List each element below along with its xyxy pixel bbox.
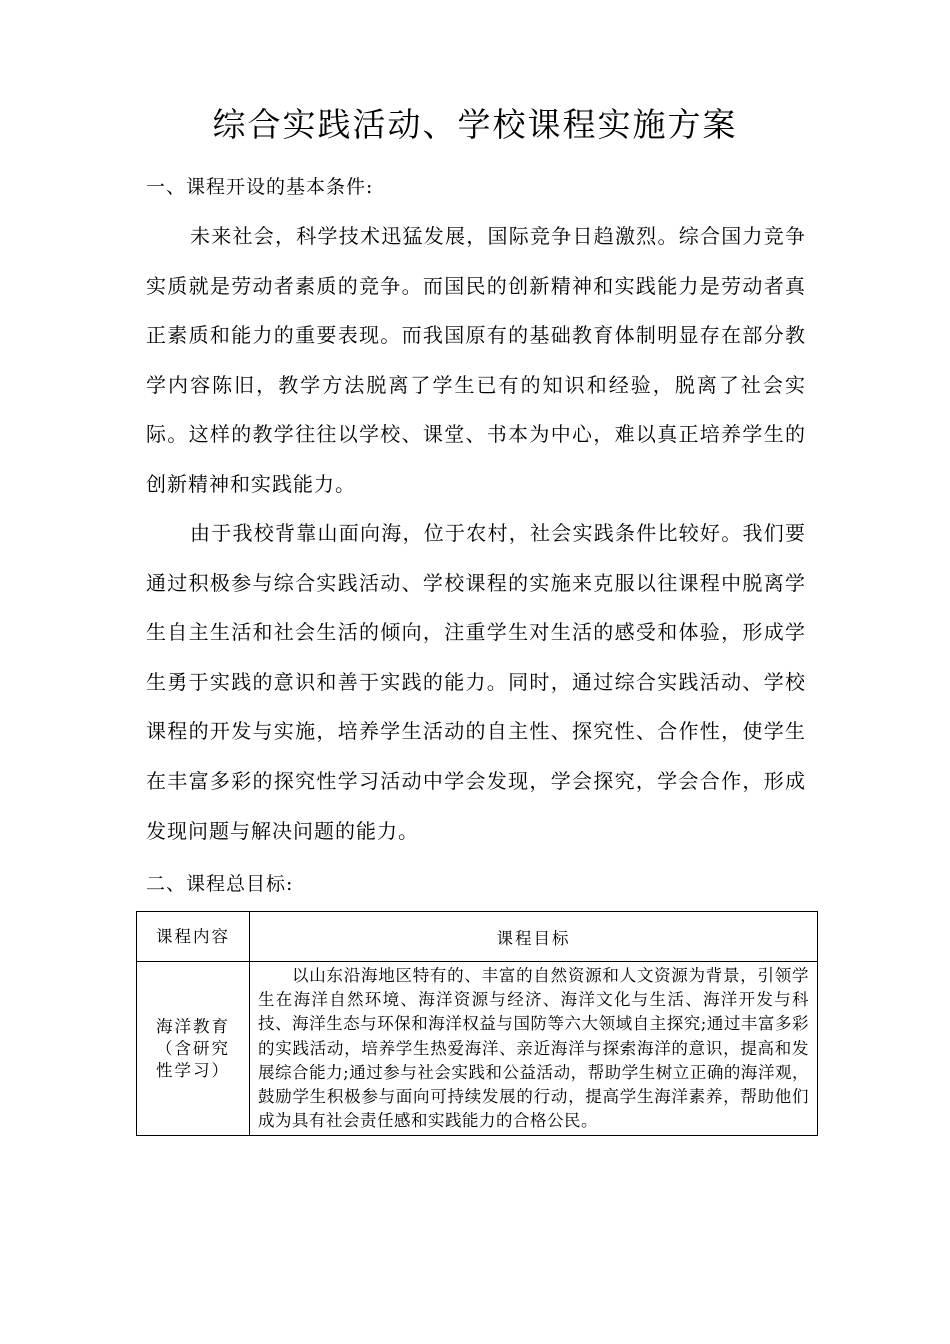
course-goal-table	[136, 911, 818, 1136]
table-row	[137, 962, 818, 1136]
table-header-content: 课程内容	[137, 912, 250, 962]
table-cell-goal: 以山东沿海地区特有的、丰富的自然资源和人文资源为背景，引领学生在海洋自然环境、海洋资源与经济、海洋文化与生活、海洋开发与科技、海洋生态与环保和海洋权益与国防等六大领域自主探究;通过丰富多彩的实践活动，培养学生热爱海洋、亲近海洋与探索海洋的意识，提高和发展综合能力;通过参与社会实践和公益活动，帮助学生树立正确的海洋观，鼓励学生积极参与面向可持续发展的行动，提高学生海洋素养，帮助他们成为具有社会责任感和实践能力的合格公民。	[250, 962, 818, 1136]
section-heading-conditions: 一、课程开设的基本条件:	[146, 176, 374, 198]
paragraph-background: 未来社会，科学技术迅猛发展，国际竞争日趋激烈。综合国力竞争实质就是劳动者素质的竞争。而国民的创新精神和实践能力是劳动者真正素质和能力的重要表现。而我国原有的基础教育体制明显存在部分教学内容陈旧，教学方法脱离了学生已有的知识和经验，脱离了社会实际。这样的教学往往以学校、课堂、书本为中心，难以真正培养学生的创新精神和实践能力。	[146, 224, 806, 496]
section-heading-goals: 二、课程总目标:	[146, 873, 294, 895]
table-cell-content: 海洋教育（含研究性学习）	[137, 962, 250, 1136]
table-header-goal: 课程目标	[250, 912, 818, 962]
paragraph-school-conditions: 由于我校背靠山面向海，位于农村，社会实践条件比较好。我们要通过积极参与综合实践活动、学校课程的实施来克服以往课程中脱离学生自主生活和社会生活的倾向，注重学生对生活的感受和体验，形成学生勇于实践的意识和善于实践的能力。同时，通过综合实践活动、学校课程的开发与实施，培养学生活动的自主性、探究性、合作性，使学生在丰富多彩的探究性学习活动中学会发现，学会探究，学会合作，形成发现问题与解决问题的能力。	[146, 521, 806, 843]
document-title: 综合实践活动、学校课程实施方案	[212, 105, 738, 144]
table-header-row	[137, 912, 818, 962]
